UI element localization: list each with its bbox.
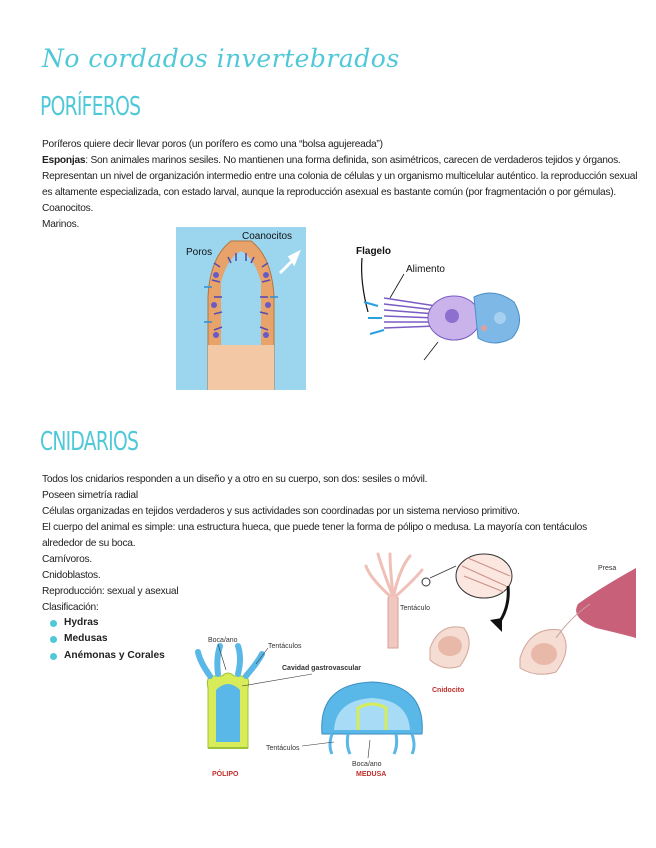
poriferos-line1: Poríferos quiere decir llevar poros (un porífero es como una “bolsa agujereada”)	[42, 139, 383, 150]
classification-list	[50, 615, 165, 664]
esponjas-label: Esponjas	[42, 155, 86, 166]
choanocyte-figure	[354, 242, 529, 364]
cnidarios-line6: Carnívoros.	[42, 554, 92, 565]
label-medusa: MEDUSA	[356, 771, 387, 778]
label-cavidad: Cavidad gastrovascular	[282, 665, 361, 672]
page-title: No cordados invertebrados	[42, 44, 400, 73]
cnidarios-line3: Células organizadas en tejidos verdaderos y sus actividades son coordinadas por un sistema nervioso primitivo.	[42, 506, 520, 517]
cnidarios-line7: Cnidoblastos.	[42, 570, 101, 581]
list-item: Anémonas y Corales	[50, 648, 165, 664]
cnidarios-line8: Reproducción: sexual y asexual	[42, 586, 179, 597]
polyp-medusa-figure	[172, 630, 436, 778]
bullet-icon	[50, 653, 57, 660]
poriferos-line2	[42, 153, 621, 169]
label-flagelo: Flagelo	[356, 246, 392, 257]
list-item: Hydras	[50, 615, 165, 631]
cnidarios-line2: Poseen simetría radial	[42, 490, 138, 501]
poriferos-line5: Coanocitos.	[42, 203, 94, 214]
cnidarios-line4: El cuerpo del animal es simple: una estructura hueca, que puede tener la forma de pólipo o medusa. La mayoría con tentáculos	[42, 522, 587, 533]
bullet-icon	[50, 620, 57, 627]
label-poros: Poros	[186, 247, 213, 258]
cnidarios-line5: alrededor de su boca.	[42, 538, 136, 549]
label-boca-ano-top: Boca/ano	[208, 637, 238, 644]
label-boca-ano-bottom: Boca/ano	[352, 761, 382, 768]
label-cnidocito: Cnidocito	[432, 687, 465, 694]
label-tentaculos-top: Tentáculos	[268, 643, 302, 650]
label-alimento: Alimento	[406, 264, 445, 275]
label-coanocitos: Coanocitos	[242, 231, 293, 242]
label-tentaculo: Tentáculo	[400, 605, 430, 612]
poriferos-line3: Representan un nivel de organización intermedio entre una colonia de células y un organismo multicelular auténtico. la reproducción sexual	[42, 171, 638, 182]
poriferos-line6: Marinos.	[42, 219, 80, 230]
poriferos-heading: PORÍFEROS	[40, 92, 141, 122]
poriferos-line4: es altamente especializada, con estado larval, aunque la reproducción asexual es bastante común (por fragmentación o por gémulas).	[42, 187, 617, 198]
label-polipo: PÓLIPO	[212, 771, 239, 778]
sponge-cross-section-figure	[176, 227, 306, 390]
cnidarios-line1: Todos los cnidarios responden a un diseño y a otro en su cuerpo, son dos: sesiles o móvil.	[42, 474, 428, 485]
label-tentaculos-bottom: Tentáculos	[266, 745, 300, 752]
label-presa: Presa	[598, 565, 617, 572]
list-item: Medusas	[50, 631, 165, 647]
bullet-icon	[50, 636, 57, 643]
cnidarios-heading: CNIDARIOS	[40, 427, 139, 457]
esponjas-description: : Son animales marinos sesiles. No mantienen una forma definida, son asimétricos, carecen de verdaderos tejidos y órganos.	[85, 155, 621, 166]
cnidarios-line9: Clasificación:	[42, 602, 99, 613]
